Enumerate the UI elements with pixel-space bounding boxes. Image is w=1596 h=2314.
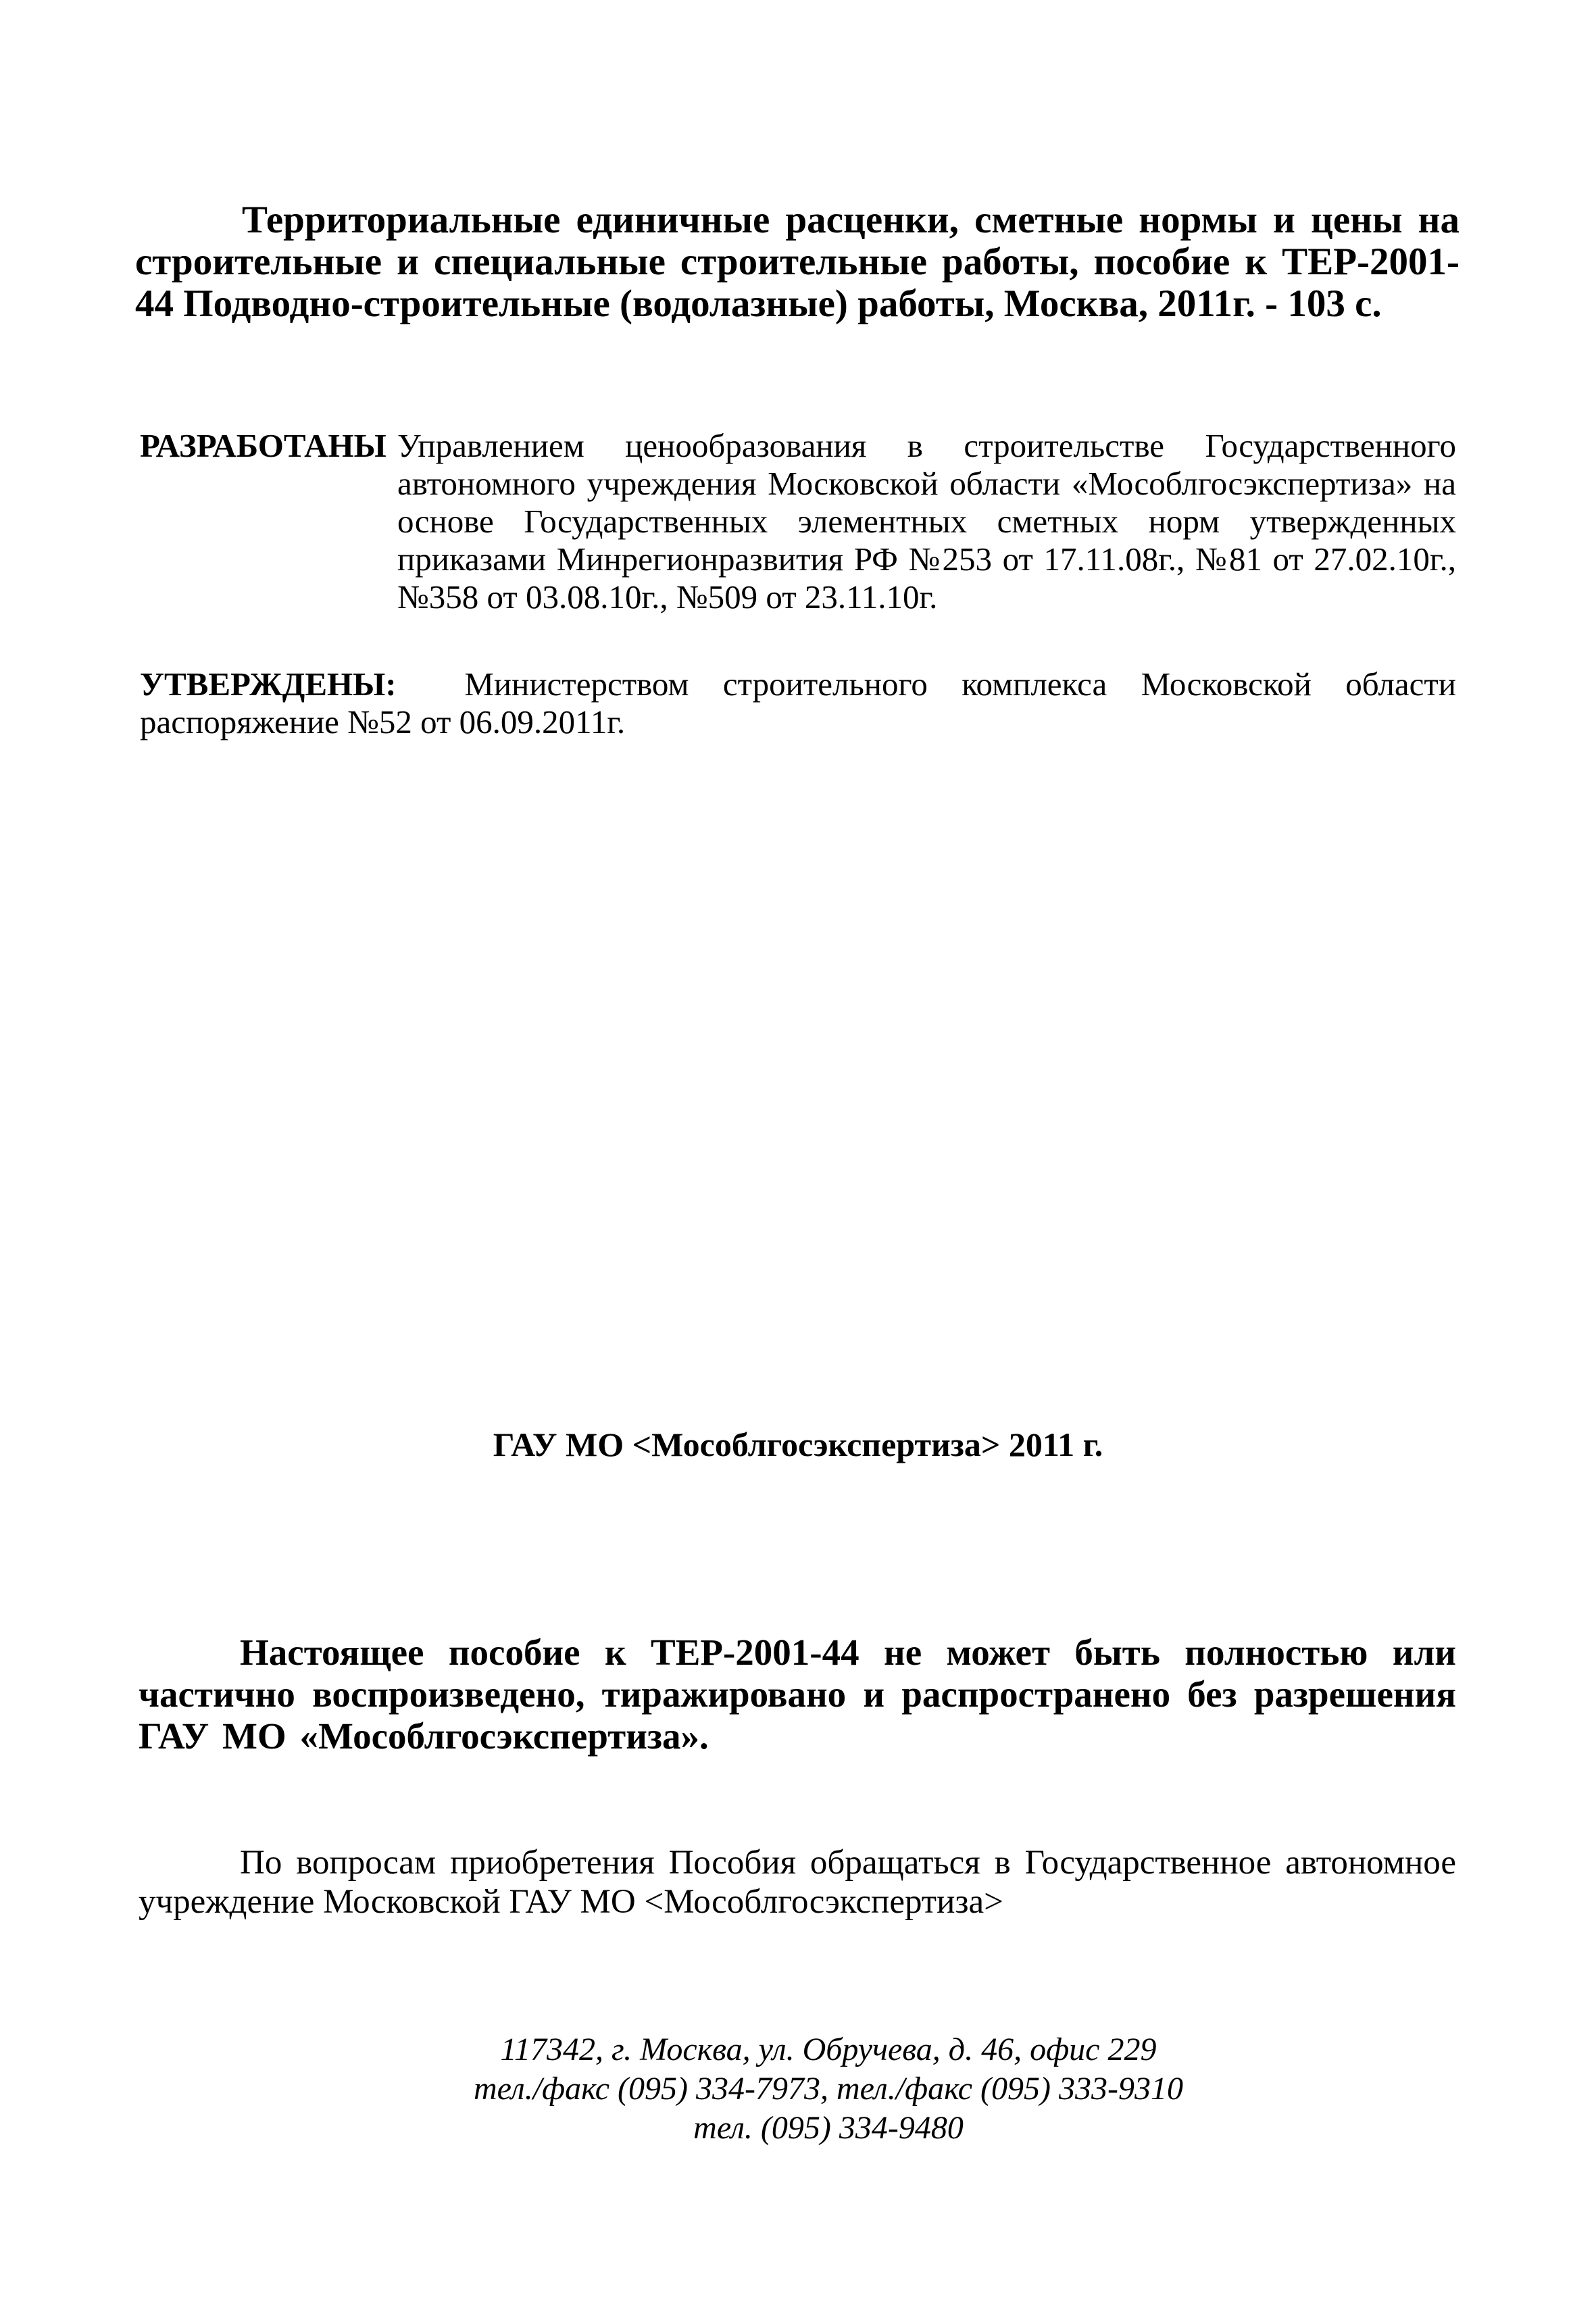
approved-label: УТВЕРЖДЕНЫ: bbox=[140, 665, 397, 703]
developed-label: РАЗРАБОТАНЫ bbox=[140, 427, 386, 464]
copyright-notice: Настоящее пособие к ТЕР-2001-44 не может быть полностью или частично воспроизведено, тиражировано и распространено без разрешения ГАУ МО «Мособлгосэкспертиза». bbox=[139, 1632, 1456, 1757]
approved-section bbox=[140, 665, 1456, 741]
contact-info: По вопросам приобретения Пособия обращаться в Государственное автономное учреждение Московской ГАУ МО <Мособлгосэкспертиза> bbox=[139, 1844, 1456, 1921]
address-block bbox=[0, 2030, 1596, 2148]
phone-line: тел./факс (095) 334-7973, тел./факс (095) 333-9310 bbox=[474, 2071, 1183, 2107]
address-line: 117342, г. Москва, ул. Обручева, д. 46, офис 229 bbox=[500, 2032, 1157, 2067]
publisher-line: ГАУ МО <Мособлгосэкспертиза> 2011 г. bbox=[493, 1426, 1103, 1463]
developed-text: Управлением ценообразования в строительстве Государственного автономного учреждения Московской области «Мособлгосэкспертиза» на основе Государственных элементных сметных норм утвержденных приказами Минрегионразвития РФ №253 от 17.11.08г., №81 от 27.02.10г., №358 от 03.08.10г., №509 от 23.11.10г. bbox=[397, 427, 1456, 615]
approved-text: Министерством строительного комплекса Московской области распоряжение №52 от 06.09.2011г. bbox=[140, 665, 1457, 740]
document-title: Территориальные единичные расценки, сметные нормы и цены на строительные и специальные строительные работы, пособие к ТЕР-2001-44 Подводно-строительные (водолазные) работы, Москва, 2011г. - 103 с. bbox=[135, 199, 1460, 325]
phone-line-2: тел. (095) 334-9480 bbox=[693, 2110, 964, 2146]
developed-section bbox=[140, 427, 1456, 616]
